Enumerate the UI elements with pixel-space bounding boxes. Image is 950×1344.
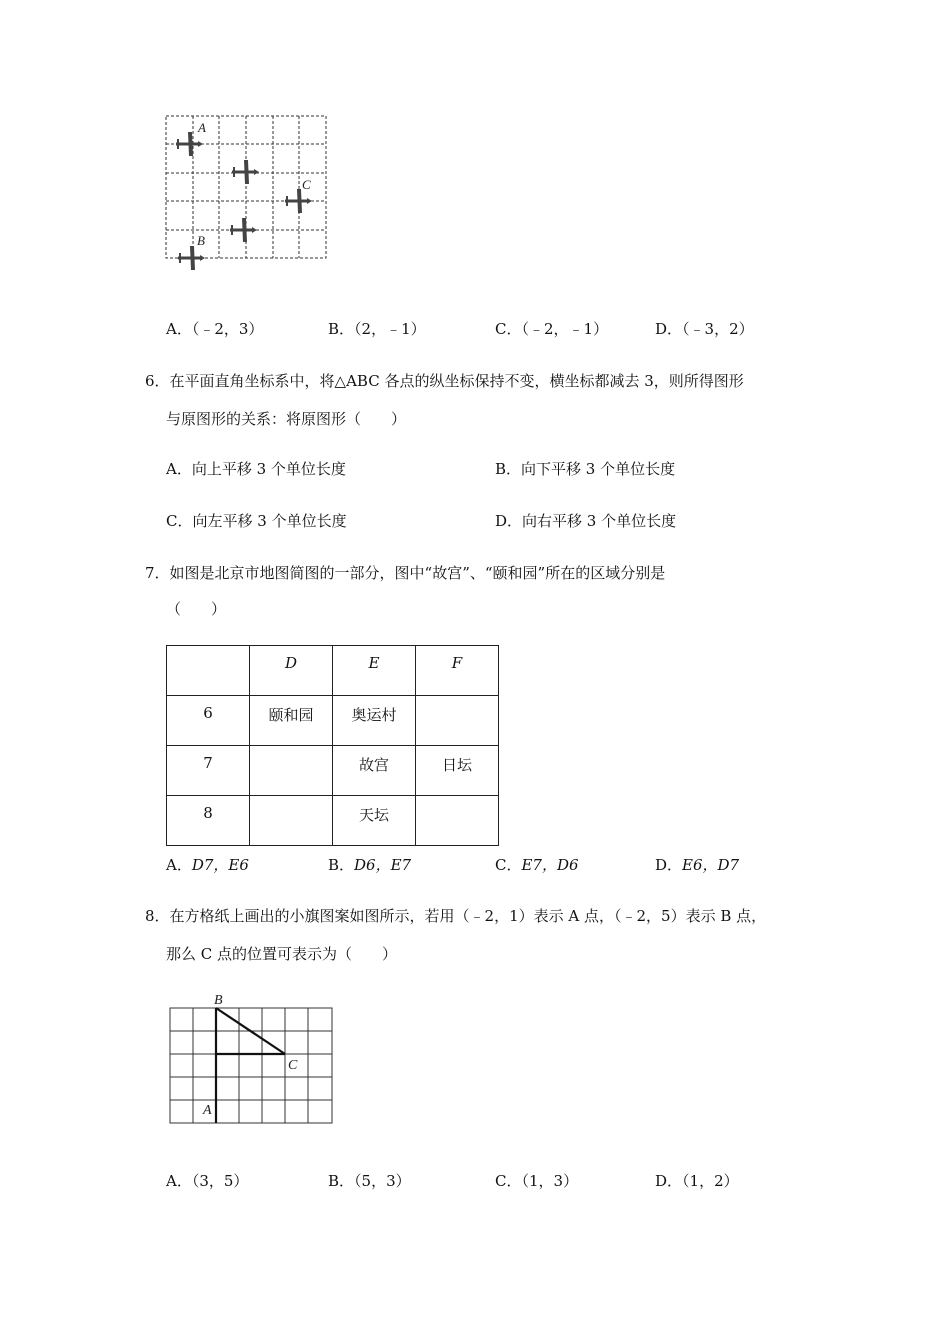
q5-option-c[interactable]: C．（﹣2，﹣1） <box>495 320 609 338</box>
q7-option-a[interactable]: A．D7，E6 <box>166 856 249 874</box>
row-header: 7 <box>167 746 250 796</box>
table-cell <box>167 646 250 696</box>
column-header-e: E <box>333 646 416 696</box>
q7-option-c[interactable]: C．E7，D6 <box>495 856 579 874</box>
q7-option-b[interactable]: B．D6，E7 <box>328 856 412 874</box>
q5-option-a[interactable]: A．（﹣2，3） <box>166 320 264 338</box>
q8-label-b: B <box>214 993 223 1008</box>
q8-stem-line2: 那么 C 点的位置可表示为（ ） <box>166 945 398 963</box>
table-cell: 日坛 <box>416 746 499 796</box>
q6-option-b[interactable]: B．向下平移 3 个单位长度 <box>495 460 676 478</box>
airplane-icon <box>230 218 257 242</box>
q7-stem-line2: （ ） <box>166 600 227 618</box>
column-header-f: F <box>416 646 499 696</box>
table-cell: 颐和园 <box>250 696 333 746</box>
q6-stem-line1: 6．在平面直角坐标系中，将△ABC 各点的纵坐标保持不变，横坐标都减去 3，则所得图形 <box>145 372 744 390</box>
q8-label-c: C <box>288 1058 298 1073</box>
airplane-icon <box>285 189 312 213</box>
row-header: 8 <box>167 796 250 846</box>
q5-label-b: B <box>197 233 205 248</box>
q5-label-a: A <box>198 120 206 135</box>
table-cell: 奥运村 <box>333 696 416 746</box>
table-cell <box>250 746 333 796</box>
q8-stem-line1: 8．在方格纸上画出的小旗图案如图所示，若用（﹣2，1）表示 A 点，（﹣2，5）表示 B 点， <box>145 907 767 925</box>
table-cell: 天坛 <box>333 796 416 846</box>
table-row <box>167 646 499 696</box>
airplane-icon <box>232 160 259 184</box>
q7-option-d[interactable]: D．E6，D7 <box>655 856 740 874</box>
row-header: 6 <box>167 696 250 746</box>
table-cell: 故宫 <box>333 746 416 796</box>
table-row <box>167 746 499 796</box>
q8-option-b[interactable]: B．（5，3） <box>328 1172 411 1190</box>
airplane-icon <box>178 246 205 270</box>
q7-stem-line1: 7．如图是北京市地图简图的一部分，图中“故宫”、“颐和园”所在的区域分别是 <box>145 564 666 582</box>
q6-stem-line2: 与原图形的关系：将原图形（ ） <box>166 410 407 428</box>
q6-option-d[interactable]: D．向右平移 3 个单位长度 <box>495 512 677 530</box>
table-row <box>167 796 499 846</box>
q8-option-c[interactable]: C．（1，3） <box>495 1172 579 1190</box>
q8-option-a[interactable]: A．（3，5） <box>166 1172 249 1190</box>
column-header-d: D <box>250 646 333 696</box>
table-row <box>167 696 499 746</box>
table-cell <box>416 696 499 746</box>
q6-option-c[interactable]: C．向左平移 3 个单位长度 <box>166 512 347 530</box>
beijing-map-grid-table <box>166 645 499 846</box>
q8-option-d[interactable]: D．（1，2） <box>655 1172 739 1190</box>
q5-option-d[interactable]: D．（﹣3，2） <box>655 320 754 338</box>
airplane-icon <box>176 132 203 156</box>
q5-label-c: C <box>302 177 311 192</box>
table-cell <box>416 796 499 846</box>
q5-option-b[interactable]: B．（2，﹣1） <box>328 320 426 338</box>
q8-flag-grid-figure <box>165 988 340 1128</box>
q8-label-a: A <box>203 1103 212 1118</box>
q5-plane-grid-figure <box>160 110 335 270</box>
table-cell <box>250 796 333 846</box>
q6-option-a[interactable]: A．向上平移 3 个单位长度 <box>166 460 346 478</box>
